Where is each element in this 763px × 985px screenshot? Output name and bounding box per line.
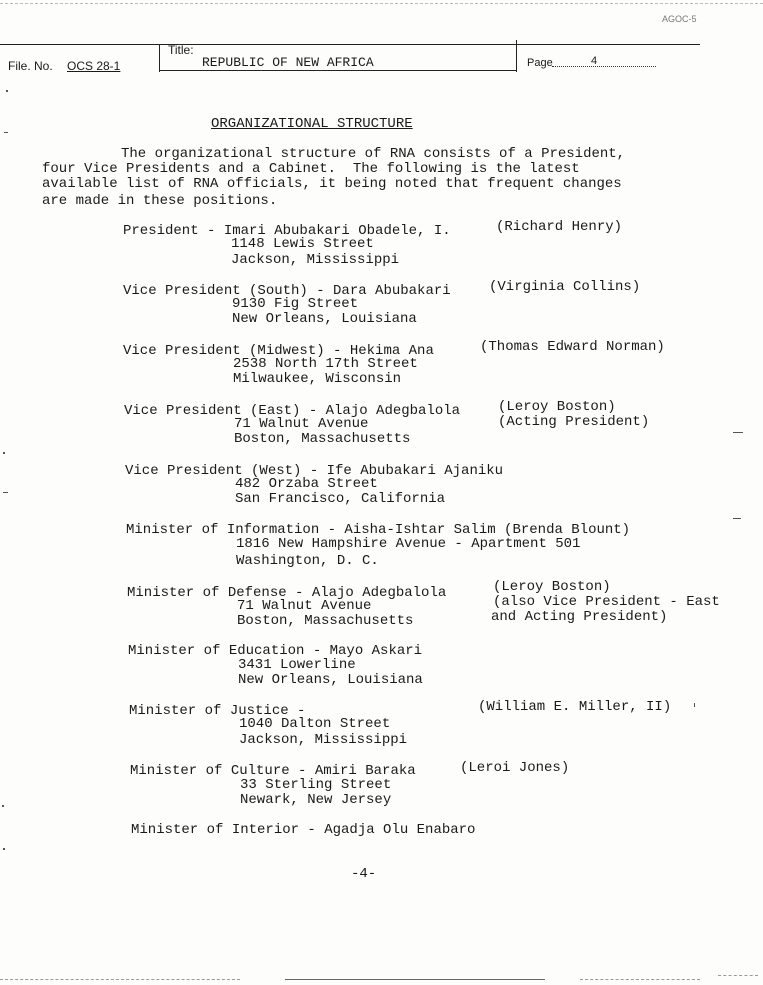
intro-line: The organizational structure of RNA consists of a President, xyxy=(121,146,626,162)
official-city: Washington, D. C. xyxy=(236,553,379,569)
official-address: 71 Walnut Avenue xyxy=(237,598,372,614)
official-title: Minister of Information - Aisha-Ishtar Salim (Brenda Blount) xyxy=(126,522,631,538)
bottom-edge-line xyxy=(718,975,758,976)
file-label: File. No. xyxy=(8,59,53,73)
official-address: 1148 Lewis Street xyxy=(231,236,374,252)
official-title: President - Imari Abubakari Obadele, I. xyxy=(123,223,451,239)
header-divider-1 xyxy=(159,44,160,72)
scan-mark xyxy=(3,848,5,850)
footer-page-number: -4- xyxy=(351,866,377,882)
scan-mark xyxy=(694,703,695,707)
official-address: 33 Sterling Street xyxy=(240,777,392,793)
page-label: Page xyxy=(527,57,553,69)
official-title: Minister of Defense - Alajo Adegbalola xyxy=(127,585,447,601)
official-alias: (Virginia Collins) xyxy=(489,279,641,295)
scan-mark xyxy=(3,492,8,493)
page-underline xyxy=(552,66,656,67)
official-alias: (Leroi Jones) xyxy=(460,760,570,776)
intro-line: four Vice Presidents and a Cabinet. The following is the latest xyxy=(42,161,580,177)
official-city: New Orleans, Louisiana xyxy=(238,672,423,688)
official-city: New Orleans, Louisiana xyxy=(232,311,417,327)
document-title: REPUBLIC OF NEW AFRICA xyxy=(202,55,374,70)
official-alias: (Richard Henry) xyxy=(496,219,623,235)
official-title: Vice President (West) - Ife Abubakari Ajaniku xyxy=(125,463,504,479)
top-edge-line xyxy=(0,3,763,4)
official-city: Milwaukee, Wisconsin xyxy=(233,371,402,387)
scan-mark xyxy=(733,518,741,519)
bottom-edge-line xyxy=(285,979,545,980)
official-address: 2538 North 17th Street xyxy=(233,356,418,372)
official-note: (also Vice President - East xyxy=(493,594,720,610)
official-note: and Acting President) xyxy=(491,609,668,625)
scan-mark xyxy=(733,432,743,433)
bottom-edge-line xyxy=(580,979,700,980)
official-address: 71 Walnut Avenue xyxy=(234,416,369,432)
section-heading: ORGANIZATIONAL STRUCTURE xyxy=(211,116,413,132)
official-address: 482 Orzaba Street xyxy=(235,476,378,492)
corner-code: AGOC-5 xyxy=(662,14,697,24)
official-city: Boston, Massachusetts xyxy=(234,431,411,447)
intro-line: available list of RNA officials, it being noted that frequent changes xyxy=(42,176,622,192)
official-address: 3431 Lowerline xyxy=(238,657,356,673)
official-alias: (Leroy Boston) xyxy=(498,399,616,415)
official-title: Minister of Interior - Agadja Olu Enabaro xyxy=(131,822,476,838)
official-title: Minister of Justice - xyxy=(129,703,306,719)
official-city: San Francisco, California xyxy=(235,491,446,507)
official-city: Jackson, Mississippi xyxy=(239,732,408,748)
page-number: 4 xyxy=(591,55,598,67)
official-title: Minister of Education - Mayo Askari xyxy=(128,643,423,659)
official-address: 1040 Dalton Street xyxy=(239,716,391,732)
official-alias: (Leroy Boston) xyxy=(493,579,611,595)
official-title: Vice President (East) - Alajo Adegbalola xyxy=(124,403,461,419)
intro-line: are made in these positions. xyxy=(42,193,278,209)
official-address: 1816 New Hampshire Avenue - Apartment 501 xyxy=(236,536,581,552)
file-number: OCS 28-1 xyxy=(67,59,121,73)
official-city: Jackson, Mississippi xyxy=(231,252,400,268)
official-title: Minister of Culture - Amiri Baraka xyxy=(130,763,416,779)
scan-mark xyxy=(3,452,5,454)
bottom-edge-line xyxy=(0,979,240,980)
scan-mark xyxy=(6,90,8,92)
scan-mark xyxy=(2,805,4,807)
scan-mark xyxy=(4,132,8,133)
official-city: Boston, Massachusetts xyxy=(237,613,414,629)
official-title: Vice President (Midwest) - Hekima Ana xyxy=(123,343,434,359)
official-address: 9130 Fig Street xyxy=(232,296,359,312)
header-divider-2 xyxy=(516,40,517,72)
official-alias: (William E. Miller, II) xyxy=(478,699,672,715)
official-note: (Acting President) xyxy=(498,414,650,430)
official-alias: (Thomas Edward Norman) xyxy=(480,339,665,355)
official-title: Vice President (South) - Dara Abubakari xyxy=(123,283,451,299)
title-label: Title: xyxy=(168,43,194,57)
official-city: Newark, New Jersey xyxy=(240,792,392,808)
header-top-rule xyxy=(0,44,700,45)
